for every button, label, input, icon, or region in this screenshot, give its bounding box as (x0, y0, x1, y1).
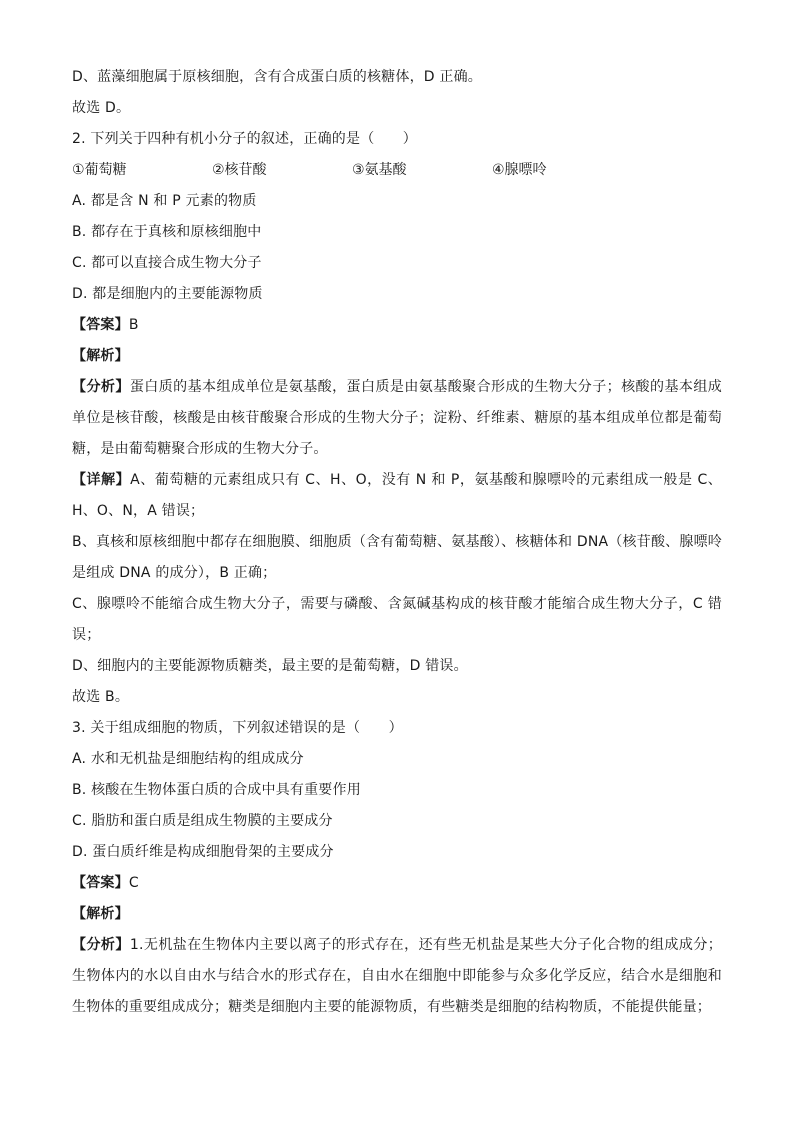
detail-text: A、葡萄糖的元素组成只有 C、H、O，没有 N 和 P，氨基酸和腺嘌呤的元素组成一般是 C、H、O、N，A 错误； (72, 472, 722, 519)
q2-option-d: D. 都是细胞内的主要能源物质 (72, 286, 263, 302)
analysis-tag: 【分析】 (72, 937, 130, 953)
q3-analysis (72, 930, 722, 1023)
q2-detail-d: D、细胞内的主要能源物质糖类，最主要的是葡萄糖，D 错误。 (72, 658, 468, 674)
analysis-text: 蛋白质的基本组成单位是氨基酸，蛋白质是由氨基酸聚合形成的生物大分子；核酸的基本组成单位是核苷酸，核酸是由核苷酸聚合形成的生物大分子；淀粉、纤维素、糖原的基本组成单位都是葡萄糖，是由葡萄糖聚合形成的生物大分子。 (72, 379, 722, 457)
analysis-tag: 【分析】 (72, 379, 130, 395)
detail-tag: 【详解】 (72, 472, 131, 488)
q2-item-3: ③氨基酸 (352, 162, 407, 178)
document-page (72, 62, 722, 1023)
q2-option-c: C. 都可以直接合成生物大分子 (72, 255, 262, 271)
q2-stem: 2. 下列关于四种有机小分子的叙述，正确的是（ ） (72, 131, 418, 147)
q2-item-1: ①葡萄糖 (72, 162, 127, 178)
q2-analysis (72, 372, 722, 465)
answer-tag: 【答案】 (72, 875, 129, 891)
q3-option-a: A. 水和无机盐是细胞结构的组成成分 (72, 751, 304, 767)
q3-option-c: C. 脂肪和蛋白质是组成生物膜的主要成分 (72, 813, 333, 829)
q3-answer (72, 868, 722, 899)
q2-conclusion: 故选 B。 (72, 689, 130, 705)
q3-analysis-heading: 【解析】 (72, 906, 129, 922)
q3-option-b: B. 核酸在生物体蛋白质的合成中具有重要作用 (72, 782, 361, 798)
answer-value: C (128, 875, 139, 891)
q2-option-b: B. 都存在于真核和原核细胞中 (72, 224, 262, 240)
q2-item-4: ④腺嘌呤 (492, 162, 547, 178)
answer-tag: 【答案】 (72, 317, 129, 333)
q2-detail-a (72, 465, 722, 527)
q2-detail-c: C、腺嘌呤不能缩合成生物大分子，需要与磷酸、含氮碱基构成的核苷酸才能缩合成生物大分子，C 错误； (72, 596, 722, 643)
q2-analysis-heading: 【解析】 (72, 348, 129, 364)
q1-option-d-explanation: D、蓝藻细胞属于原核细胞，含有合成蛋白质的核糖体，D 正确。 (72, 69, 483, 85)
q2-item-2: ②核苷酸 (212, 162, 267, 178)
q2-option-a: A. 都是含 N 和 P 元素的物质 (72, 193, 257, 209)
q2-items (72, 155, 722, 186)
q3-stem: 3. 关于组成细胞的物质，下列叙述错误的是（ ） (72, 720, 403, 736)
analysis-text: 1.无机盐在生物体内主要以离子的形式存在，还有些无机盐是某些大分子化合物的组成成分；生物体内的水以自由水与结合水的形式存在，自由水在细胞中即能参与众多化学反应，结合水是细胞和生物体的重要组成成分；糖类是细胞内主要的能源物质，有些糖类是细胞的结构物质，不能提供能量； (72, 937, 722, 1015)
answer-value: B (128, 317, 139, 333)
q3-option-d: D. 蛋白质纤维是构成细胞骨架的主要成分 (72, 844, 334, 860)
q2-answer (72, 310, 722, 341)
q2-detail-b: B、真核和原核细胞中都存在细胞膜、细胞质（含有葡萄糖、氨基酸）、核糖体和 DNA（核苷酸、腺嘌呤是组成 DNA 的成分），B 正确； (72, 534, 722, 581)
q1-conclusion: 故选 D。 (72, 100, 131, 116)
